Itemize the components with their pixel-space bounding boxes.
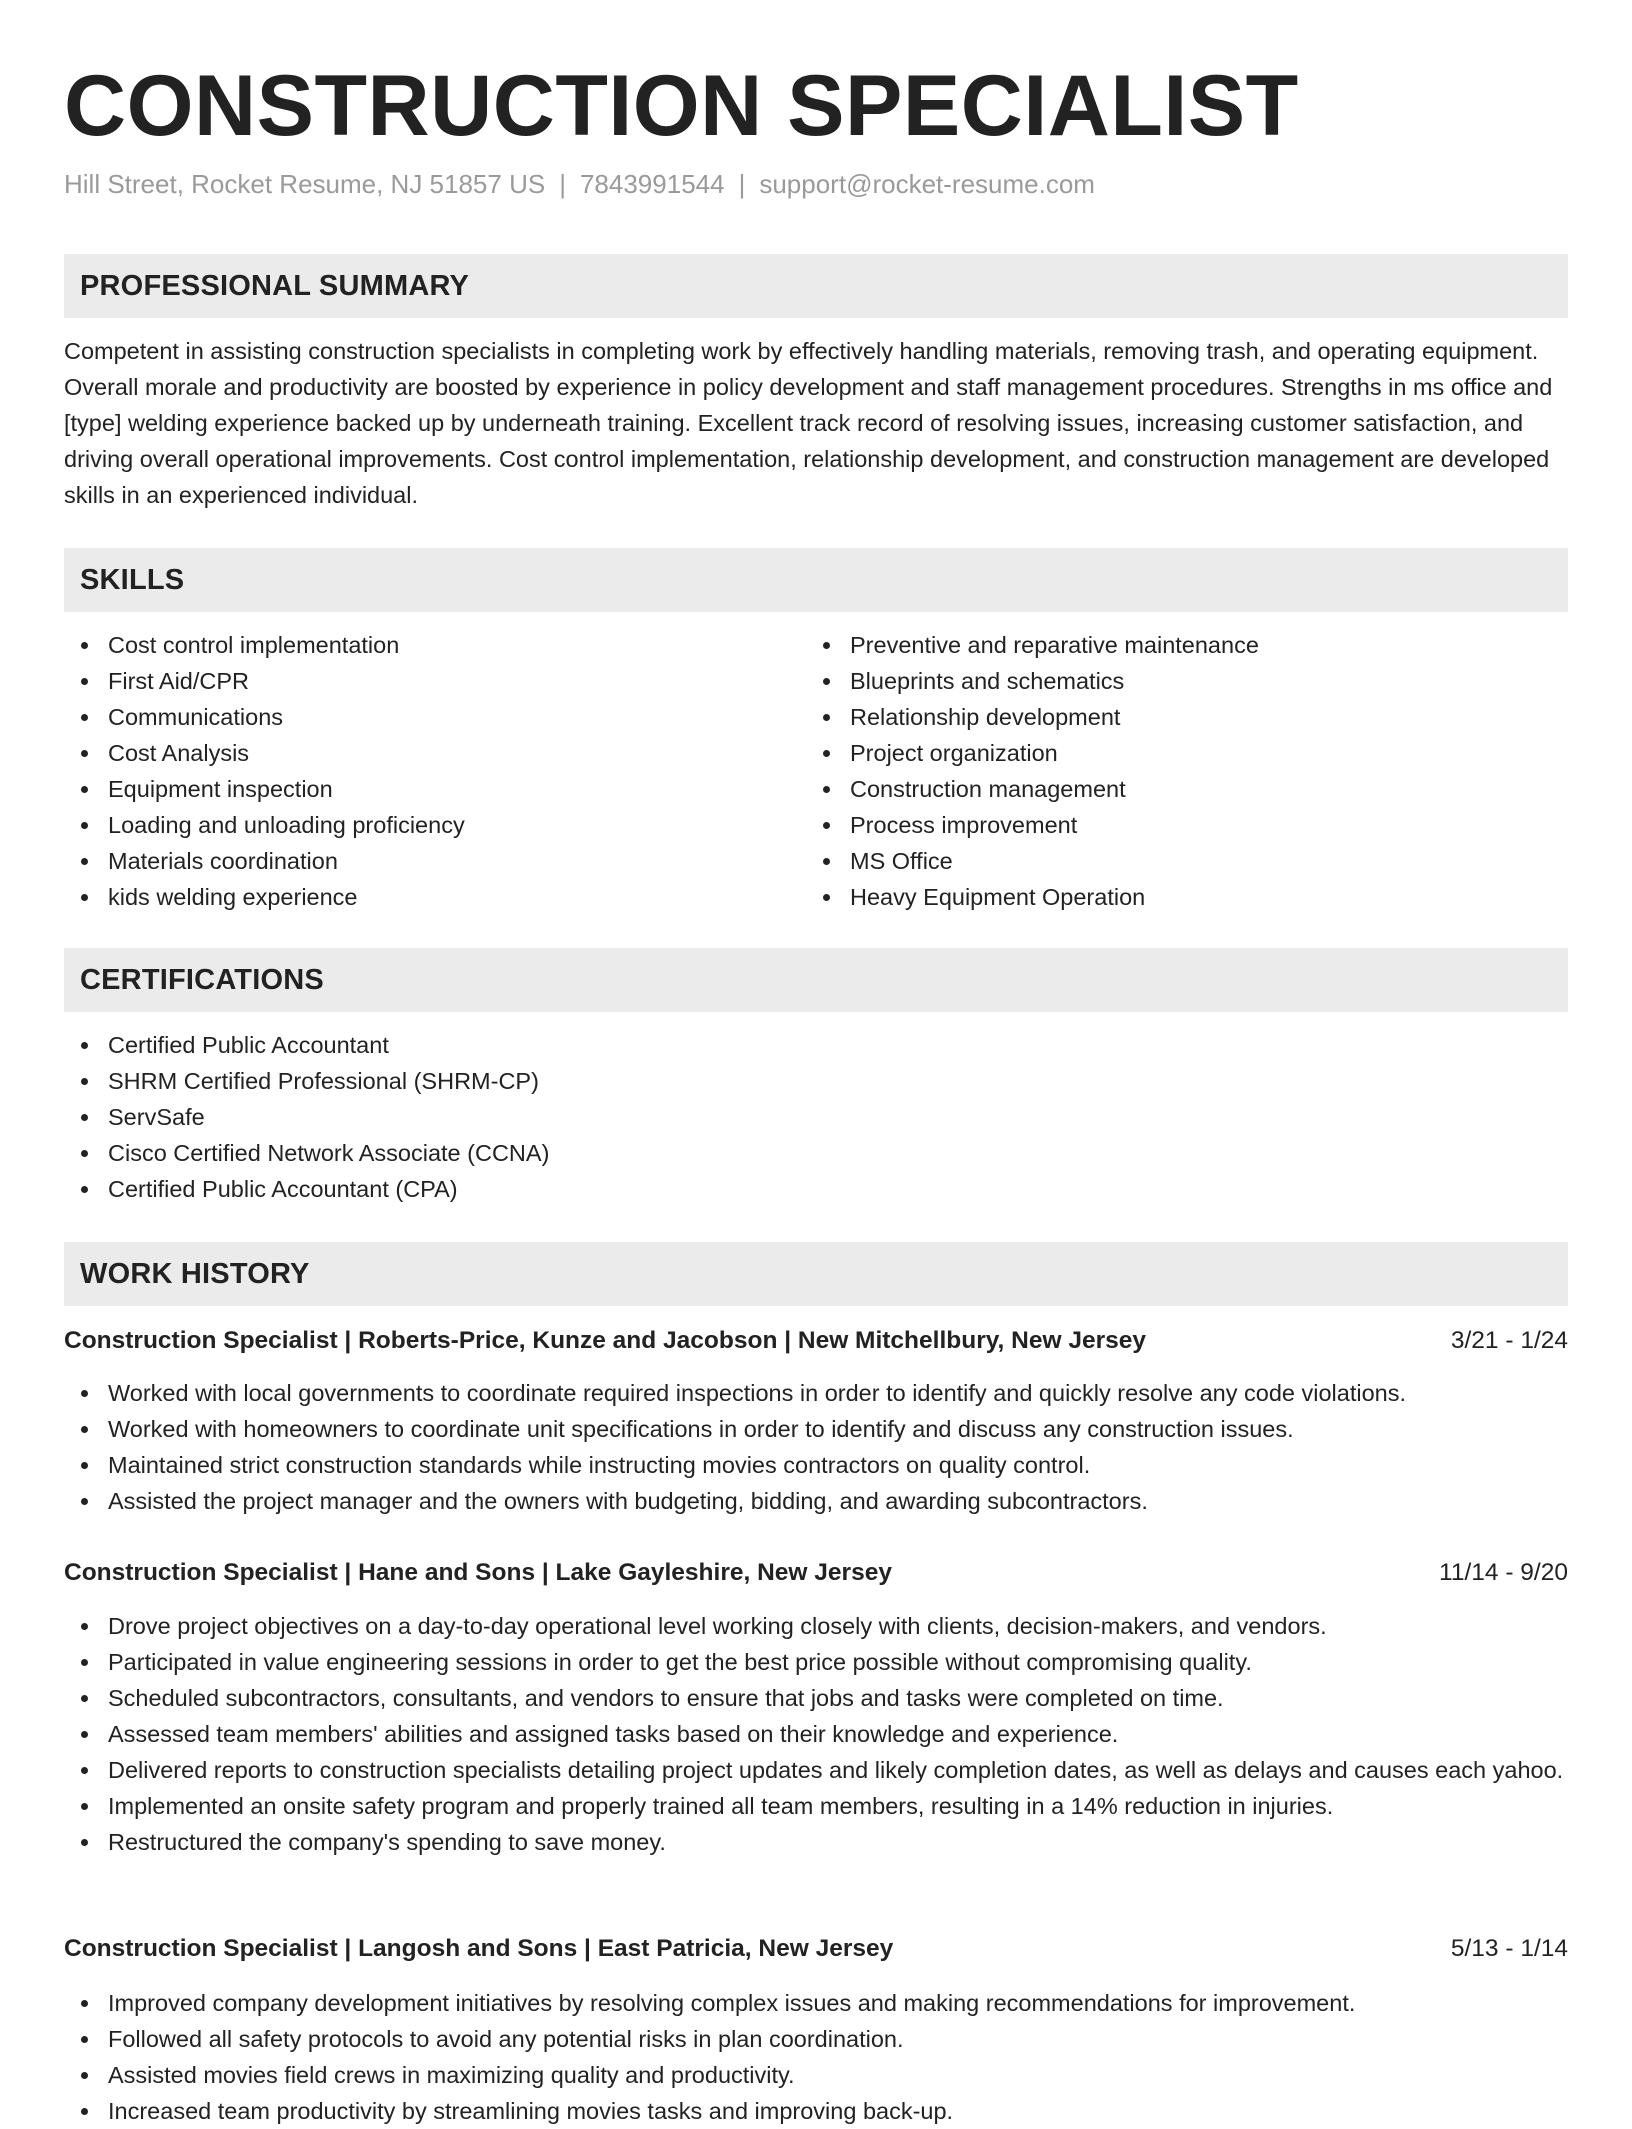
- job-bullets: [64, 1608, 1568, 1860]
- job-bullet: Improved company development initiatives by resolving complex issues and making recommendations for improvement.: [64, 1985, 1568, 2021]
- job-bullets: [64, 1375, 1568, 1519]
- contact-address: Hill Street, Rocket Resume, NJ 51857 US: [64, 169, 546, 199]
- job-bullet: Maintained strict construction standards while instructing movies contractors on quality control.: [64, 1447, 1568, 1483]
- job-title: Construction Specialist | Roberts-Price, Kunze and Jacobson | New Mitchellbury, New Jersey: [64, 1327, 1146, 1354]
- section-heading-certifications: CERTIFICATIONS: [64, 948, 1568, 1012]
- job-bullet: Scheduled subcontractors, consultants, and vendors to ensure that jobs and tasks were completed on time.: [64, 1680, 1568, 1716]
- contact-separator: |: [738, 169, 746, 199]
- job-bullet: Implemented an onsite safety program and properly trained all team members, resulting in a 14% reduction in injuries.: [64, 1788, 1568, 1824]
- job-bullet: Assisted movies field crews in maximizing quality and productivity.: [64, 2057, 1568, 2093]
- certification-item: SHRM Certified Professional (SHRM-CP): [64, 1063, 1568, 1099]
- certification-item: Certified Public Accountant: [64, 1027, 1568, 1063]
- skills-list-left: [64, 627, 804, 915]
- skill-item: MS Office: [806, 843, 1566, 879]
- job-bullet: Increased team productivity by streamlining movies tasks and improving back-up.: [64, 2093, 1568, 2129]
- contact-separator: |: [559, 169, 566, 199]
- job-dates: 5/13 - 1/14: [1450, 1935, 1568, 1962]
- job-bullet: Worked with homeowners to coordinate unit specifications in order to identify and discuss any construction issues.: [64, 1411, 1568, 1447]
- skill-item: kids welding experience: [64, 879, 804, 915]
- skills-list-right: [806, 627, 1566, 915]
- skill-item: Materials coordination: [64, 843, 804, 879]
- certification-item: Cisco Certified Network Associate (CCNA): [64, 1135, 1568, 1171]
- skill-item: Relationship development: [806, 699, 1566, 735]
- job-dates: 11/14 - 9/20: [1439, 1559, 1568, 1586]
- job-bullet: Participated in value engineering sessions in order to get the best price possible without compromising quality.: [64, 1644, 1568, 1680]
- skill-item: Construction management: [806, 771, 1566, 807]
- certification-item: Certified Public Accountant (CPA): [64, 1171, 1568, 1207]
- skill-item: Process improvement: [806, 807, 1566, 843]
- job-title: Construction Specialist | Langosh and Sons | East Patricia, New Jersey: [64, 1935, 894, 1962]
- skill-item: Loading and unloading proficiency: [64, 807, 804, 843]
- job-bullet: Delivered reports to construction specialists detailing project updates and likely completion dates, as well as delays and causes each yahoo.: [64, 1752, 1568, 1788]
- summary-text: Competent in assisting construction specialists in completing work by effectively handling materials, removing trash, and operating equipment. Overall morale and productivity are boosted by experience in policy development and staff management procedures. Strengths in ms office and [type] welding experience backed up by underneath training. Excellent track record of resolving issues, increasing customer satisfaction, and driving overall operational improvements. Cost control implementation, relationship development, and construction management are developed skills in an experienced individual.: [64, 338, 1553, 508]
- skill-item: Communications: [64, 699, 804, 735]
- skill-item: Cost control implementation: [64, 627, 804, 663]
- certifications-list: [64, 1027, 1568, 1207]
- skill-item: Project organization: [806, 735, 1566, 771]
- job-bullet: Worked with local governments to coordinate required inspections in order to identify and quickly resolve any code violations.: [64, 1375, 1568, 1411]
- contact-email[interactable]: support@rocket-resume.com: [759, 169, 1095, 199]
- job-bullet: Assisted the project manager and the owners with budgeting, bidding, and awarding subcontractors.: [64, 1483, 1568, 1519]
- skill-item: Cost Analysis: [64, 735, 804, 771]
- job-dates: 3/21 - 1/24: [1450, 1327, 1568, 1354]
- job-title: Construction Specialist | Hane and Sons | Lake Gayleshire, New Jersey: [64, 1559, 892, 1586]
- skill-item: Heavy Equipment Operation: [806, 879, 1566, 915]
- candidate-name: CONSTRUCTION SPECIALIST: [64, 58, 1299, 154]
- skill-item: Blueprints and schematics: [806, 663, 1566, 699]
- job-bullets: [64, 1985, 1568, 2129]
- skill-item: Preventive and reparative maintenance: [806, 627, 1566, 663]
- contact-phone: 7843991544: [579, 169, 725, 199]
- job-bullet: Followed all safety protocols to avoid any potential risks in plan coordination.: [64, 2021, 1568, 2057]
- section-heading-skills: SKILLS: [64, 548, 1568, 612]
- certification-item: ServSafe: [64, 1099, 1568, 1135]
- section-heading-summary: PROFESSIONAL SUMMARY: [64, 254, 1568, 318]
- contact-line: [64, 166, 1095, 202]
- job-bullet: Drove project objectives on a day-to-day operational level working closely with clients, decision-makers, and vendors.: [64, 1608, 1568, 1644]
- section-heading-work-history: WORK HISTORY: [64, 1242, 1568, 1306]
- job-bullet: Restructured the company's spending to save money.: [64, 1824, 1568, 1860]
- job-bullet: Assessed team members' abilities and assigned tasks based on their knowledge and experience.: [64, 1716, 1568, 1752]
- skill-item: Equipment inspection: [64, 771, 804, 807]
- skill-item: First Aid/CPR: [64, 663, 804, 699]
